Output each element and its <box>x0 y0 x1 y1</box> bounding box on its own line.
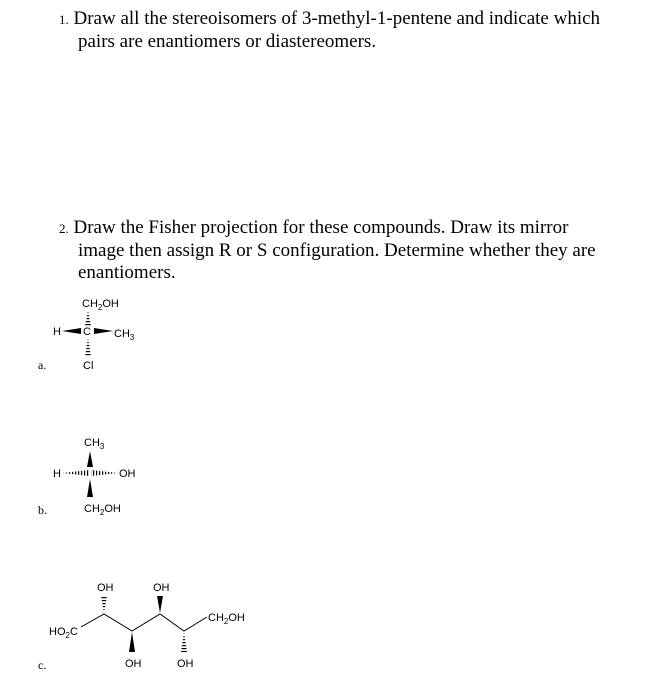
compound-b-hashed-bond-right <box>91 470 118 476</box>
compound-b <box>53 437 136 517</box>
compound-c-hashed-bond-oh-4 <box>181 632 187 652</box>
compound-a-right-group: $CH_3$ <box>114 328 135 342</box>
question-1-number: 1. <box>59 12 69 27</box>
compound-c-wedge-oh-2 <box>129 632 135 652</box>
compound-c-wedge-oh-3 <box>157 596 163 613</box>
compound-c-left-end-group: $HO_2C$ <box>49 626 78 640</box>
compound-a-label: a. <box>38 358 47 372</box>
compound-a-hashed-bond-bottom <box>85 338 91 357</box>
question-1-line-2: pairs are enantiomers or diastereomers. <box>78 31 377 52</box>
compound-b-right-group: OH <box>119 468 136 480</box>
question-2-line-3: enantiomers. <box>78 262 176 283</box>
compound-b-label: b. <box>38 503 47 517</box>
compound-a-top-group: $CH_2OH$ <box>82 298 119 312</box>
question-2-number: 2. <box>59 221 69 236</box>
compound-c-label: c. <box>38 658 47 672</box>
compound-b-top-group: $CH_3$ <box>84 437 105 451</box>
compound-a-bottom-atom: Cl <box>83 360 94 372</box>
compound-c-oh-bottom-1: OH <box>125 658 142 670</box>
question-2-line-1: Draw the Fisher projection for these compounds. Draw its mirror <box>73 217 569 238</box>
compound-c-oh-top-1: OH <box>97 582 114 594</box>
compound-b-left-atom: H <box>53 468 61 480</box>
compound-a-wedge-right <box>94 328 113 334</box>
compound-c-oh-bottom-2: OH <box>177 658 194 670</box>
question-1-line-1: Draw all the stereoisomers of 3-methyl-1-pentene and indicate which <box>73 8 601 29</box>
compound-c <box>49 582 245 670</box>
compound-b-wedge-bottom <box>87 479 93 497</box>
compound-c-oh-top-2: OH <box>153 582 170 594</box>
compound-c-right-end-group: $CH_2OH$ <box>208 612 245 626</box>
compound-c-hashed-bond-oh-1 <box>101 596 107 613</box>
compound-b-hashed-bond-left <box>62 470 89 476</box>
compound-c-carbon-chain <box>81 614 207 631</box>
compound-a-left-atom: H <box>53 326 61 338</box>
compound-a-center-atom: C <box>83 326 91 338</box>
compound-b-bottom-group: $CH_2OH$ <box>84 503 121 517</box>
compound-a-wedge-left <box>62 328 81 334</box>
question-2-line-2: image then assign R or S configuration. Determine whether they are <box>78 240 596 261</box>
compound-a <box>53 298 135 372</box>
compound-b-wedge-top <box>87 451 93 467</box>
compound-a-hashed-bond-top <box>85 311 91 326</box>
